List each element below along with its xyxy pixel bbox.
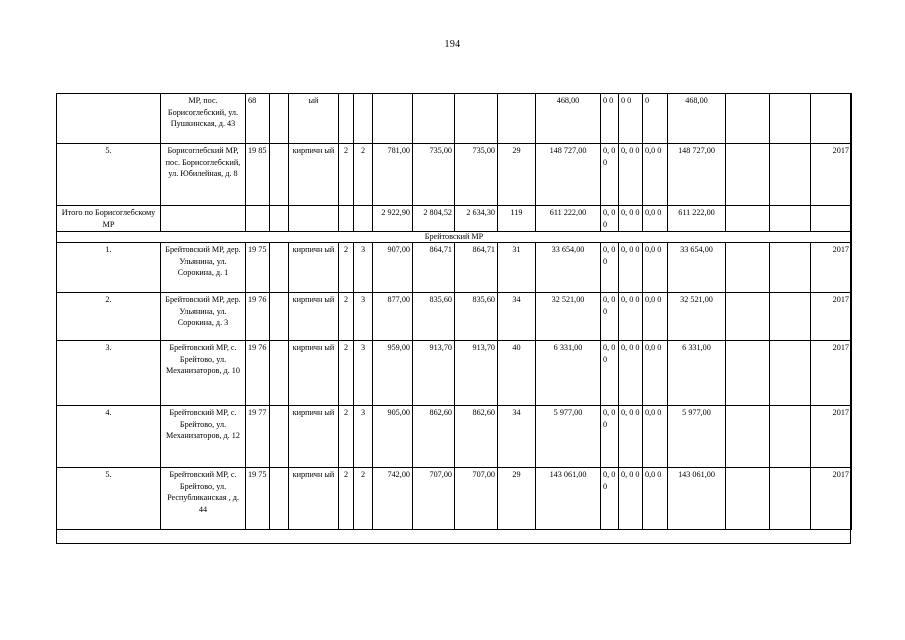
spec-b-cell — [770, 293, 811, 341]
residents-cell — [498, 94, 536, 144]
year-built-cell: 19 75 — [246, 243, 270, 293]
area-total-cell: 877,00 — [373, 293, 413, 341]
cost-total-cell: 5 977,00 — [536, 406, 601, 468]
wall-material-cell: кирпичн ый — [289, 293, 339, 341]
empty-col-cell — [270, 293, 289, 341]
housing-register-table — [56, 93, 852, 530]
total-residents: 119 — [498, 206, 536, 232]
deadline-cell: 2017 — [811, 341, 852, 406]
other-sources-cell: 5 977,00 — [668, 406, 726, 468]
cost-total-cell: 143 061,00 — [536, 468, 601, 530]
other-sources-cell: 468,00 — [668, 94, 726, 144]
address-cell: Брейтовский МР, с. Брейтово, ул. Механизаторов, д. 10 — [161, 341, 246, 406]
spec-a-cell — [726, 293, 770, 341]
entrances-cell — [354, 94, 373, 144]
cost-total-cell: 33 654,00 — [536, 243, 601, 293]
residents-cell: 31 — [498, 243, 536, 293]
fund-b-cell: 0, 0 0 — [619, 144, 643, 206]
wall-material-cell: кирпичн ый — [289, 468, 339, 530]
fund-c-cell: 0,0 0 — [643, 243, 668, 293]
section-title: Брейтовский МР — [57, 232, 852, 243]
fund-b-cell: 0, 0 0 — [619, 406, 643, 468]
spec-b-cell — [770, 243, 811, 293]
total-label: Итого по Борисоглебскому МР — [57, 206, 161, 232]
residents-cell: 34 — [498, 406, 536, 468]
floors-cell: 2 — [339, 243, 354, 293]
floors-cell: 2 — [339, 406, 354, 468]
area-b-cell: 862,60 — [455, 406, 498, 468]
year-built-cell: 19 76 — [246, 341, 270, 406]
row-number-cell: 3. — [57, 341, 161, 406]
spec-b-cell — [770, 406, 811, 468]
total-other: 611 222,00 — [668, 206, 726, 232]
other-sources-cell: 6 331,00 — [668, 341, 726, 406]
spec-a-cell — [726, 94, 770, 144]
empty-col-cell — [270, 144, 289, 206]
table-row — [57, 341, 852, 406]
area-a-cell: 835,60 — [413, 293, 455, 341]
total-cost: 611 222,00 — [536, 206, 601, 232]
row-number-cell: 1. — [57, 243, 161, 293]
deadline-cell: 2017 — [811, 406, 852, 468]
total-area-a: 2 804,52 — [413, 206, 455, 232]
wall-material-cell: кирпичн ый — [289, 341, 339, 406]
fund-b-cell: 0, 0 0 — [619, 243, 643, 293]
total-fund-c: 0,0 0 — [643, 206, 668, 232]
total-fund-a: 0, 0 0 — [601, 206, 619, 232]
cost-total-cell: 468,00 — [536, 94, 601, 144]
floors-cell: 2 — [339, 293, 354, 341]
total-row — [57, 206, 852, 232]
spec-a-cell — [726, 341, 770, 406]
entrances-cell: 3 — [354, 341, 373, 406]
fund-b-cell: 0, 0 0 — [619, 293, 643, 341]
total-area-b: 2 634,30 — [455, 206, 498, 232]
cost-total-cell: 32 521,00 — [536, 293, 601, 341]
total-row-group — [57, 206, 852, 243]
empty-col-cell — [270, 468, 289, 530]
fund-c-cell: 0,0 0 — [643, 144, 668, 206]
entrances-cell: 2 — [354, 144, 373, 206]
area-b-cell: 707,00 — [455, 468, 498, 530]
rows-after — [57, 243, 852, 530]
area-total-cell: 907,00 — [373, 243, 413, 293]
row-number-cell: 4. — [57, 406, 161, 468]
page-number: 194 — [444, 39, 461, 50]
address-cell: Брейтовский МР, с. Брейтово, ул. Механизаторов, д. 12 — [161, 406, 246, 468]
spec-a-cell — [726, 468, 770, 530]
deadline-cell — [811, 94, 852, 144]
year-built-cell: 19 85 — [246, 144, 270, 206]
area-a-cell — [413, 94, 455, 144]
address-cell: Брейтовский МР, дер. Ульянинa, ул. Сорокина, д. 1 — [161, 243, 246, 293]
area-b-cell: 913,70 — [455, 341, 498, 406]
fund-a-cell: 0 0 — [601, 94, 619, 144]
address-cell: МР, пос. Борисоглебский, ул. Пушкинская, д. 43 — [161, 94, 246, 144]
other-sources-cell: 32 521,00 — [668, 293, 726, 341]
address-cell: Брейтовский МР, дер. Ульянинa, ул. Сорокина, д. 3 — [161, 293, 246, 341]
fund-a-cell: 0, 0 0 — [601, 468, 619, 530]
spec-b-cell — [770, 144, 811, 206]
row-number-cell: 5. — [57, 144, 161, 206]
fund-a-cell: 0, 0 0 — [601, 243, 619, 293]
floors-cell — [339, 94, 354, 144]
fund-b-cell: 0 0 — [619, 94, 643, 144]
year-built-cell: 68 — [246, 94, 270, 144]
empty-col-cell — [270, 94, 289, 144]
row-number-cell: 5. — [57, 468, 161, 530]
area-a-cell: 913,70 — [413, 341, 455, 406]
cost-total-cell: 148 727,00 — [536, 144, 601, 206]
year-built-cell: 19 75 — [246, 468, 270, 530]
row-number-cell — [57, 94, 161, 144]
area-b-cell: 864,71 — [455, 243, 498, 293]
entrances-cell: 2 — [354, 468, 373, 530]
floors-cell: 2 — [339, 468, 354, 530]
spec-a-cell — [726, 243, 770, 293]
row-number-cell: 2. — [57, 293, 161, 341]
area-a-cell: 864,71 — [413, 243, 455, 293]
fund-c-cell: 0,0 0 — [643, 293, 668, 341]
table-row — [57, 94, 852, 144]
area-total-cell: 905,00 — [373, 406, 413, 468]
fund-c-cell: 0,0 0 — [643, 468, 668, 530]
table-row — [57, 406, 852, 468]
rows-before — [57, 94, 852, 206]
table-row — [57, 293, 852, 341]
fund-a-cell: 0, 0 0 — [601, 293, 619, 341]
wall-material-cell: кирпичн ый — [289, 243, 339, 293]
total-fund-b: 0, 0 0 — [619, 206, 643, 232]
address-cell: Борисоглебский МР, пос. Борисоглебский, ул. Юбилейная, д. 8 — [161, 144, 246, 206]
empty-col-cell — [270, 406, 289, 468]
spec-a-cell — [726, 144, 770, 206]
year-built-cell: 19 76 — [246, 293, 270, 341]
year-built-cell: 19 77 — [246, 406, 270, 468]
wall-material-cell: кирпичн ый — [289, 406, 339, 468]
empty-col-cell — [270, 243, 289, 293]
residents-cell: 40 — [498, 341, 536, 406]
fund-a-cell: 0, 0 0 — [601, 341, 619, 406]
area-total-cell — [373, 94, 413, 144]
other-sources-cell: 148 727,00 — [668, 144, 726, 206]
area-total-cell: 959,00 — [373, 341, 413, 406]
area-a-cell: 707,00 — [413, 468, 455, 530]
residents-cell: 34 — [498, 293, 536, 341]
entrances-cell: 3 — [354, 243, 373, 293]
address-cell: Брейтовский МР, с. Брейтово, ул. Республиканская , д. 44 — [161, 468, 246, 530]
deadline-cell: 2017 — [811, 468, 852, 530]
deadline-cell: 2017 — [811, 243, 852, 293]
floors-cell: 2 — [339, 144, 354, 206]
fund-c-cell: 0,0 0 — [643, 406, 668, 468]
area-b-cell: 735,00 — [455, 144, 498, 206]
area-total-cell: 742,00 — [373, 468, 413, 530]
other-sources-cell: 33 654,00 — [668, 243, 726, 293]
spec-a-cell — [726, 406, 770, 468]
fund-a-cell: 0, 0 0 — [601, 144, 619, 206]
fund-b-cell: 0, 0 0 — [619, 341, 643, 406]
deadline-cell: 2017 — [811, 293, 852, 341]
fund-c-cell: 0 — [643, 94, 668, 144]
entrances-cell: 3 — [354, 406, 373, 468]
residents-cell: 29 — [498, 468, 536, 530]
spec-b-cell — [770, 468, 811, 530]
deadline-cell: 2017 — [811, 144, 852, 206]
residents-cell: 29 — [498, 144, 536, 206]
area-b-cell — [455, 94, 498, 144]
cost-total-cell: 6 331,00 — [536, 341, 601, 406]
fund-b-cell: 0, 0 0 — [619, 468, 643, 530]
area-total-cell: 781,00 — [373, 144, 413, 206]
floors-cell: 2 — [339, 341, 354, 406]
other-sources-cell: 143 061,00 — [668, 468, 726, 530]
wall-material-cell: ый — [289, 94, 339, 144]
section-header-row — [57, 232, 852, 243]
empty-col-cell — [270, 341, 289, 406]
entrances-cell: 3 — [354, 293, 373, 341]
area-a-cell: 862,60 — [413, 406, 455, 468]
fund-c-cell: 0,0 0 — [643, 341, 668, 406]
table-row — [57, 144, 852, 206]
spec-b-cell — [770, 94, 811, 144]
spec-b-cell — [770, 341, 811, 406]
table-row — [57, 468, 852, 530]
wall-material-cell: кирпичн ый — [289, 144, 339, 206]
fund-a-cell: 0, 0 0 — [601, 406, 619, 468]
total-area-total: 2 922,90 — [373, 206, 413, 232]
area-a-cell: 735,00 — [413, 144, 455, 206]
table-row — [57, 243, 852, 293]
area-b-cell: 835,60 — [455, 293, 498, 341]
